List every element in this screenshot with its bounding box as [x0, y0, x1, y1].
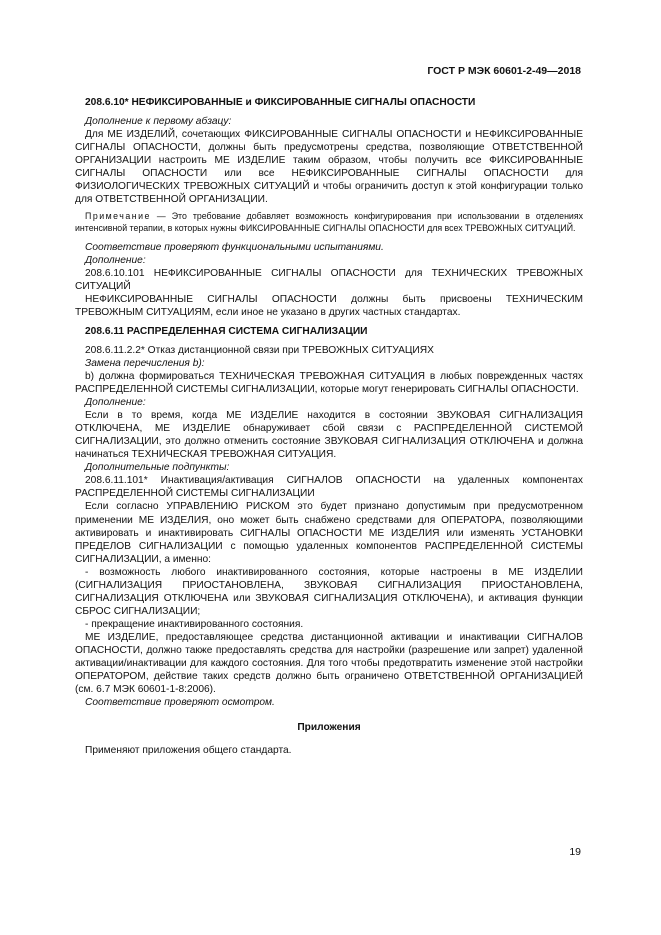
note-label: Примечание — [85, 211, 151, 222]
appendix-title: Приложения — [297, 722, 361, 734]
list-item: - прекращение инактивированного состояния. — [85, 618, 304, 630]
addition-label: Дополнение к первому абзацу: — [85, 116, 232, 128]
list-item: - возможность любого инактивированного состояния, которые настроены в МЕ ИЗДЕЛИИ (СИГНАЛИЗАЦИЯ ПРИОСТАНОВЛЕНА, ЗВУКОВАЯ СИГНАЛИЗАЦИЯ ПРИОСТАНОВЛЕНА, СИГНАЛИЗАЦИЯ ОТКЛЮЧЕНА или ЗВУКОВАЯ СИГНАЛИЗАЦИЯ ОТКЛЮЧЕНА), и активация функции СБРОС СИГНАЛИЗАЦИИ; — [75, 566, 583, 617]
page-number: 19 — [569, 846, 581, 858]
section-title-208-6-11: 208.6.11 РАСПРЕДЕЛЕННАЯ СИСТЕМА СИГНАЛИЗАЦИИ — [85, 325, 368, 337]
extra-subitems-label: Дополнительные подпункты: — [85, 462, 230, 474]
list-item-b: b) должна формироваться ТЕХНИЧЕСКАЯ ТРЕВОЖНАЯ СИТУАЦИЯ в любых поврежденных частях РАСПРЕДЕЛЕННОЙ СИСТЕМЫ СИГНАЛИЗАЦИИ, которые могут генерировать СИГНАЛЫ ОПАСНОСТИ. — [75, 370, 583, 396]
replace-label: Замена перечисления b): — [85, 357, 205, 369]
note — [75, 211, 583, 234]
paragraph-text: Для МЕ ИЗДЕЛИЙ, сочетающих ФИКСИРОВАННЫЕ СИГНАЛЫ ОПАСНОСТИ и НЕФИКСИРОВАННЫЕ СИГНАЛЫ ОПАСНОСТИ, должны быть предусмотрены средства, позволяющие ОТВЕТСТВЕННОЙ ОРГАНИЗАЦИИ настроить МЕ ИЗДЕЛИЕ таким образом, чтобы получить все ФИКСИРОВАННЫЕ СИГНАЛЫ ОПАСНОСТИ или все НЕФИКСИРОВАННЫЕ СИГНАЛЫ ОПАСНОСТИ для ФИЗИОЛОГИЧЕСКИХ ТРЕВОЖНЫХ СИТУАЦИЙ и чтобы ограничить доступ к этой конфигурации только для ОТВЕТСТВЕННОЙ ОРГАНИЗАЦИИ. — [75, 129, 583, 206]
subsection-title-208-6-11-101: 208.6.11.101* Инактивация/активация СИГНАЛОВ ОПАСНОСТИ на удаленных компонентах РАСПРЕДЕЛЕННОЙ СИСТЕМЫ СИГНАЛИЗАЦИИ — [75, 475, 583, 500]
paragraph-text: МЕ ИЗДЕЛИЕ, предоставляющее средства дистанционной активации и инактивации СИГНАЛОВ ОПАСНОСТИ, должно также предоставлять средства для настройки (разрешение или запрет) удаленной активации/инактивации для каждого состояния. Для того чтобы предотвратить изменение этой настройки ОПЕРАТОРОМ, действие таких средств должно быть ограничено ОТВЕТСТВЕННОЙ ОРГАНИЗАЦИЕЙ (см. 6.7 МЭК 60601-1-8:2006). — [75, 631, 583, 696]
note-text: — Это требование добавляет возможность конфигурирования при использовании в отделениях интенсивной терапии, в которых нужны ФИКСИРОВАННЫЕ СИГНАЛЫ ОПАСНОСТИ для всех ТРЕВОЖНЫХ СИТУАЦИЙ. — [75, 211, 583, 233]
subsection-title-208-6-11-2-2: 208.6.11.2.2* Отказ дистанционной связи при ТРЕВОЖНЫХ СИТУАЦИЯХ — [85, 344, 434, 356]
paragraph-text: Если в то время, когда МЕ ИЗДЕЛИЕ находится в состоянии ЗВУКОВАЯ СИГНАЛИЗАЦИЯ ОТКЛЮЧЕНА, МЕ ИЗДЕЛИЕ обнаруживает сбой связи с РАСПРЕДЕЛЕННОЙ СИСТЕМОЙ СИГНАЛИЗАЦИИ, это должно отменить состояние ЗВУКОВАЯ СИГНАЛИЗАЦИЯ ОТКЛЮЧЕНА и должна начинаться ТЕХНИЧЕСКАЯ ТРЕВОЖНАЯ СИТУАЦИЯ. — [75, 410, 583, 461]
paragraph-text: НЕФИКСИРОВАННЫЕ СИГНАЛЫ ОПАСНОСТИ должны быть присвоены ТЕХНИЧЕСКИМ ТРЕВОЖНЫМ СИТУАЦИЯМ, если иное не указано в других частных стандартах. — [75, 293, 583, 318]
addition-label: Дополнение: — [85, 254, 146, 266]
appendix-text: Применяют приложения общего стандарта. — [85, 745, 292, 757]
standard-header: ГОСТ Р МЭК 60601-2-49—2018 — [427, 65, 581, 77]
compliance-text: Соответствие проверяют функциональными испытаниями. — [85, 241, 384, 253]
addition-label: Дополнение: — [85, 397, 146, 409]
page-content — [75, 92, 583, 757]
compliance-text: Соответствие проверяют осмотром. — [85, 697, 275, 709]
paragraph-text: Если согласно УПРАВЛЕНИЮ РИСКОМ это будет признано допустимым при предусмотренном применении МЕ ИЗДЕЛИЯ, оно может быть снабжено средствами для ОПЕРАТОРА, позволяющими активировать и инактивировать СИГНАЛЫ ОПАСНОСТИ МЕ ИЗДЕЛИЯ или изменять УСТАНОВКИ ПРЕДЕЛОВ СИГНАЛИЗАЦИИ с помощью удаленных компонентов РАСПРЕДЕЛЕННОЙ СИСТЕМЫ СИГНАЛИЗАЦИИ, а именно: — [75, 501, 583, 565]
subsection-title-208-6-10-101: 208.6.10.101 НЕФИКСИРОВАННЫЕ СИГНАЛЫ ОПАСНОСТИ для ТЕХНИЧЕСКИХ ТРЕВОЖНЫХ СИТУАЦИЙ — [75, 267, 583, 292]
section-title-208-6-10: 208.6.10* НЕФИКСИРОВАННЫЕ и ФИКСИРОВАННЫЕ СИГНАЛЫ ОПАСНОСТИ — [85, 97, 476, 108]
